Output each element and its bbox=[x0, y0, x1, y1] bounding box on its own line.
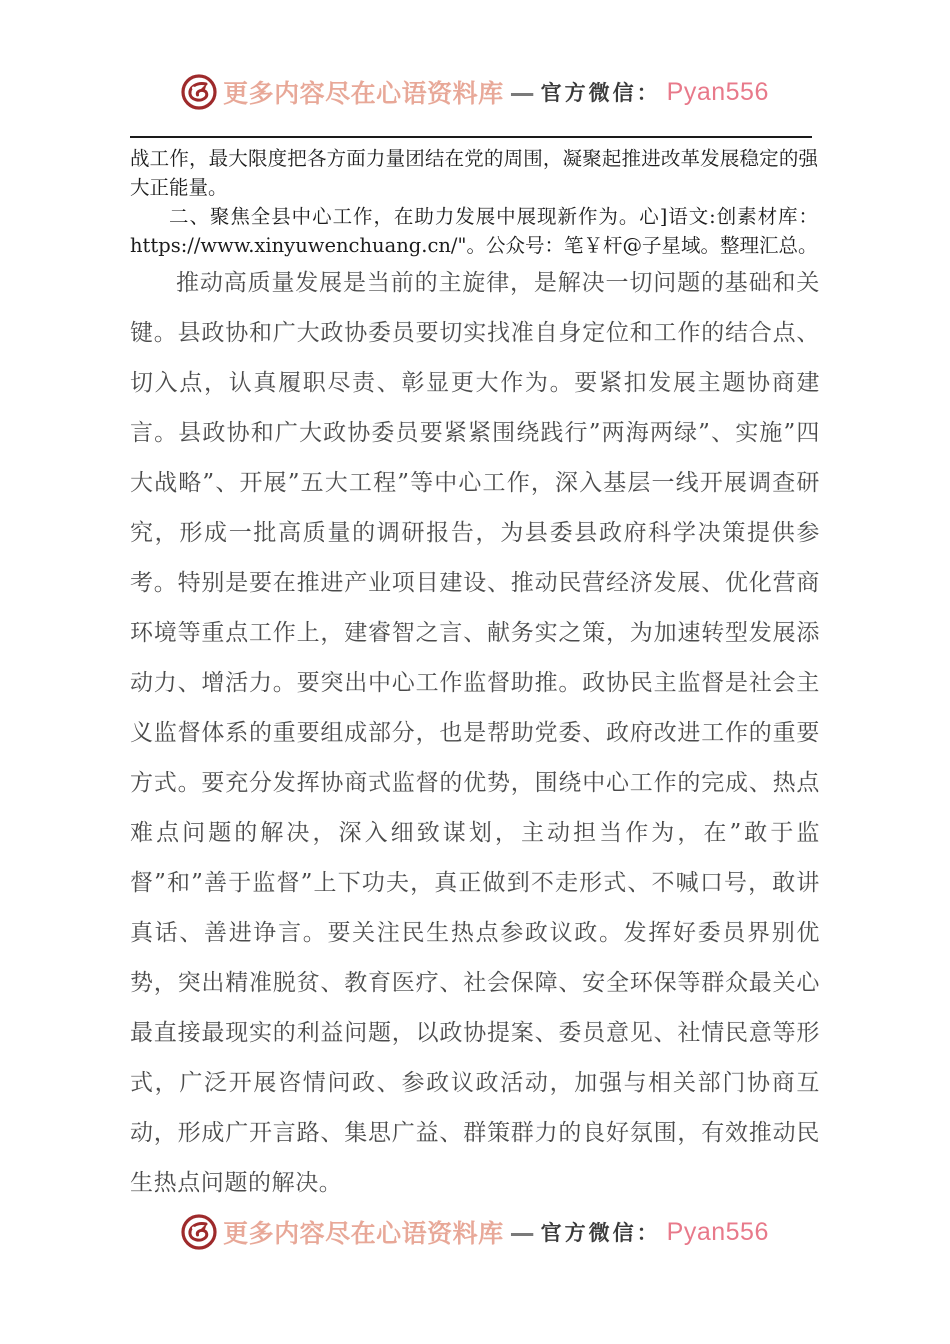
watermark-wechat-label: 官方微信： bbox=[540, 1220, 661, 1245]
watermark-wechat-id: Pyan556 bbox=[666, 1217, 769, 1246]
watermark-wechat-id: Pyan556 bbox=[666, 77, 769, 106]
header-paragraph-1: 战工作，最大限度把各方面力量团结在党的周围，凝聚起推进改革发展稳定的强大正能量。 bbox=[130, 147, 818, 199]
spiral-emblem-icon bbox=[181, 1214, 217, 1250]
watermark-wechat-label: 官方微信： bbox=[540, 80, 661, 105]
watermark-dash: — bbox=[509, 77, 535, 107]
watermark-footer bbox=[0, 1214, 950, 1250]
spiral-emblem-icon bbox=[181, 74, 217, 110]
watermark-cn-text: 更多内容尽在心语资料库 bbox=[223, 79, 504, 108]
header-text-block bbox=[130, 144, 818, 260]
watermark-cn-text: 更多内容尽在心语资料库 bbox=[223, 1219, 504, 1248]
watermark-dash: — bbox=[509, 1217, 535, 1247]
body-paragraph-1: 推动高质量发展是当前的主旋律，是解决一切问题的基础和关键。县政协和广大政协委员要切实找准自身定位和工作的结合点、切入点，认真履职尽责、彰显更大作为。要紧扣发展主题协商建言。县政协和广大政协委员要紧紧围绕践行”两海两绿”、实施”四大战略”、开展”五大工程”等中心工作，深入基层一线开展调查研究，形成一批高质量的调研报告，为县委县政府科学决策提供参考。特别是要在推进产业项目建设、推动民营经济发展、优化营商环境等重点工作上，建睿智之言、献务实之策，为加速转型发展添动力、增活力。要突出中心工作监督助推。政协民主监督是社会主义监督体系的重要组成部分，也是帮助党委、政府改进工作的重要方式。要充分发挥协商式监督的优势，围绕中心工作的完成、热点难点问题的解决，深入细致谋划，主动担当作为，在”敢于监督”和”善于监督”上下功夫，真正做到不走形式、不喊口号，敢讲真话、善进诤言。要关注民生热点参政议政。发挥好委员界别优势，突出精准脱贫、教育医疗、社会保障、安全环保等群众最关心最直接最现实的利益问题，以政协提案、委员意见、社情民意等形式，广泛开展咨情问政、参政议政活动，加强与相关部门协商互动，形成广开言路、集思广益、群策群力的良好氛围，有效推动民生热点问题的解决。 bbox=[130, 270, 820, 1196]
header-paragraph-2: 二、聚焦全县中心工作，在助力发展中展现新作为。心]语文:创素材库：https://www.xinyuwenchuang.cn/"。公众号：笔￥杆@子星域。整理汇总。 bbox=[130, 205, 818, 257]
body-text-block bbox=[130, 258, 820, 1208]
watermark-header bbox=[0, 74, 950, 110]
horizontal-rule bbox=[130, 136, 812, 138]
